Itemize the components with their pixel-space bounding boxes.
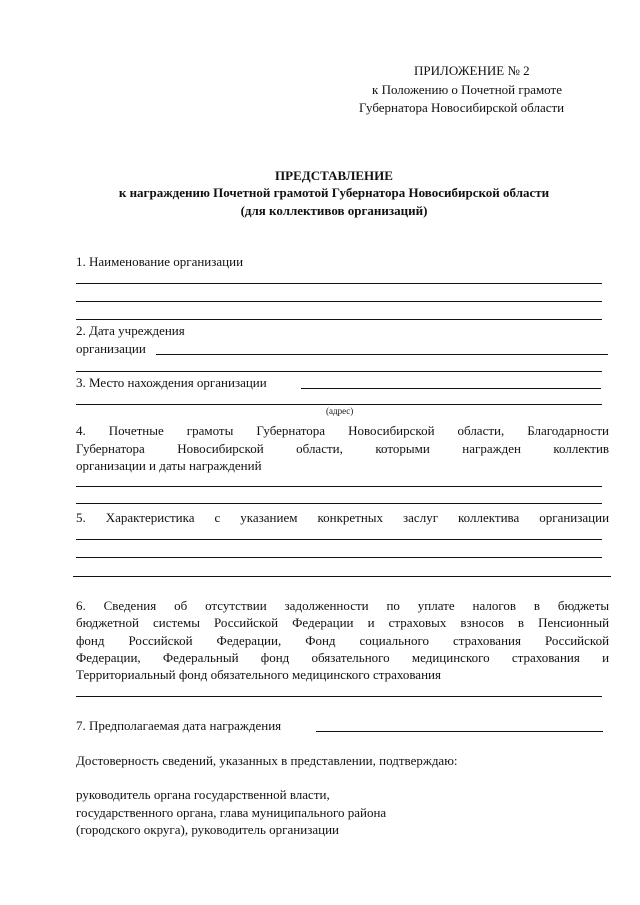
debt-info-line[interactable] — [76, 696, 602, 697]
document-title: ПРЕДСТАВЛЕНИЕ — [275, 168, 393, 183]
appendix-ref: к Положению о Почетной грамоте — [372, 82, 562, 97]
award-date-field[interactable] — [316, 731, 603, 732]
section-2-label: 2. Дата учреждения — [76, 323, 185, 338]
appendix-number: ПРИЛОЖЕНИЕ № 2 — [414, 63, 530, 78]
confirmation-text: Достоверность сведений, указанных в представлении, подтверждаю: — [76, 753, 458, 768]
section-4-line-2: Губернатора Новосибирской области, которыми награжден коллектив — [76, 441, 610, 456]
founding-date-line-2[interactable] — [76, 371, 602, 372]
merits-line-2[interactable] — [76, 557, 602, 558]
section-6-line-3: фонд Российской Федерации, Фонд социального страхования Российской — [76, 633, 610, 648]
org-name-line-2[interactable] — [76, 301, 602, 302]
document-subtitle: к награждению Почетной грамотой Губернатора Новосибирской области — [118, 185, 550, 200]
section-3-label: 3. Место нахождения организации — [76, 375, 267, 390]
signer-line-1: руководитель органа государственной власти, — [76, 787, 330, 802]
section-6-line-4: Федерации, Федеральный фонд обязательного медицинского страхования и — [76, 650, 610, 665]
merits-line-1[interactable] — [76, 539, 602, 540]
section-6-line-5: Территориальный фонд обязательного медицинского страхования — [76, 667, 441, 682]
org-name-line-1[interactable] — [76, 283, 602, 284]
address-hint: (адрес) — [326, 406, 354, 416]
section-6-line-1: 6. Сведения об отсутствии задолженности по уплате налогов в бюджеты — [76, 598, 610, 613]
org-name-line-3[interactable] — [76, 319, 602, 320]
section-4-line-3: организации и даты награждений — [76, 458, 262, 473]
founding-date-field[interactable] — [156, 354, 608, 355]
section-2-label-2: организации — [76, 341, 146, 356]
section-1-label: 1. Наименование организации — [76, 254, 244, 269]
signer-line-2: государственного органа, глава муниципального района — [76, 805, 387, 820]
merits-line-3[interactable] — [73, 576, 611, 577]
awards-line-1[interactable] — [76, 486, 602, 487]
section-6-line-2: бюджетной системы Российской Федерации и страховых взносов в Пенсионный — [76, 615, 610, 630]
awards-line-2[interactable] — [76, 503, 602, 504]
section-5-label: 5. Характеристика с указанием конкретных заслуг коллектива организации — [76, 510, 610, 525]
section-7-label: 7. Предполагаемая дата награждения — [76, 718, 282, 733]
address-field[interactable] — [301, 388, 601, 389]
signer-line-3: (городского округа), руководитель организации — [76, 822, 339, 837]
document-subtitle-2: (для коллективов организаций) — [240, 203, 428, 218]
section-4-line-1: 4. Почетные грамоты Губернатора Новосибирской области, Благодарности — [76, 423, 610, 438]
appendix-ref-2: Губернатора Новосибирской области — [359, 100, 565, 115]
address-line-2[interactable] — [76, 404, 602, 405]
